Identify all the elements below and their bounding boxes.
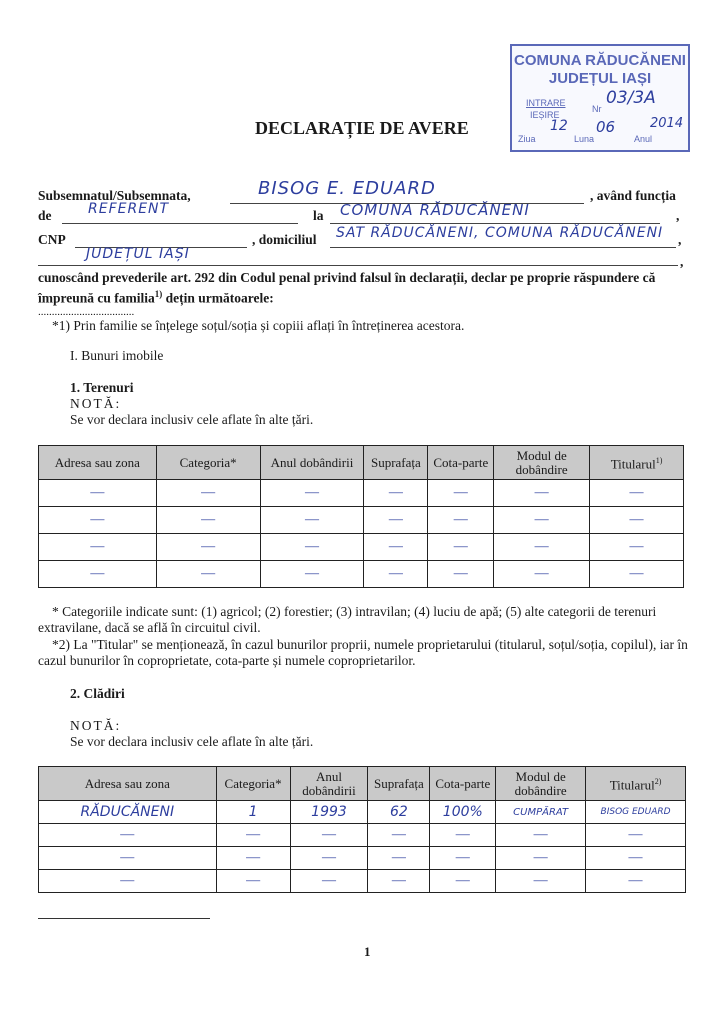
domiciliul-value: SAT RĂDUCĂNENI, COMUNA RĂDUCĂNENI bbox=[336, 225, 664, 241]
table-cell: 62 bbox=[368, 801, 430, 824]
table-cell: 100% bbox=[430, 801, 496, 824]
functia-line bbox=[62, 201, 298, 224]
functia-value: REFERENT bbox=[88, 201, 170, 217]
table-cell: — bbox=[586, 847, 686, 870]
avand-functia-label: , având funcția bbox=[590, 188, 676, 203]
cladiri-table bbox=[38, 766, 686, 893]
subsemnatul-label: Subsemnatul/Subsemnata, bbox=[38, 188, 191, 203]
section-terenuri: 1. Terenuri bbox=[70, 380, 134, 395]
table-cell: — bbox=[430, 870, 496, 893]
stamp-nr-value: 03/3A bbox=[606, 88, 656, 108]
domiciliul-line bbox=[330, 225, 676, 248]
table-cell: — bbox=[39, 480, 157, 507]
stamp-intrare: INTRARE bbox=[526, 98, 566, 108]
table-row bbox=[39, 847, 686, 870]
terenuri-header-row bbox=[39, 446, 684, 480]
domiciliul-label: , domiciliul bbox=[252, 232, 317, 247]
table-cell: — bbox=[39, 870, 217, 893]
table-cell: 1 bbox=[216, 801, 290, 824]
table-cell: — bbox=[39, 561, 157, 588]
header-adresa: Adresa sau zona bbox=[39, 446, 157, 480]
table-cell: BISOG EDUARD bbox=[586, 801, 686, 824]
table-cell: — bbox=[586, 870, 686, 893]
table-cell: — bbox=[156, 507, 260, 534]
table-row bbox=[39, 870, 686, 893]
table-cell: — bbox=[290, 824, 368, 847]
table-row bbox=[39, 561, 684, 588]
table-cell: — bbox=[496, 824, 586, 847]
table-cell: — bbox=[216, 870, 290, 893]
table-cell: — bbox=[428, 507, 494, 534]
table-row bbox=[39, 480, 684, 507]
table-cell: — bbox=[428, 534, 494, 561]
table-cell: — bbox=[364, 534, 428, 561]
cladiri-header-row bbox=[39, 767, 686, 801]
table-cell: — bbox=[428, 561, 494, 588]
table-cell: — bbox=[368, 870, 430, 893]
stamp-anul-value: 2014 bbox=[650, 116, 684, 131]
terenuri-table bbox=[38, 445, 684, 588]
table-cell: — bbox=[216, 824, 290, 847]
stamp-luna-label: Luna bbox=[574, 134, 595, 144]
stamp-commune: COMUNA RĂDUCĂNENI bbox=[514, 52, 686, 69]
table-cell: — bbox=[216, 847, 290, 870]
note-titular: *2) La "Titular" se menționează, în cazul bunurilor proprii, numele proprietarului (titularul, soțul/soția, copilul), iar în cazul bunurilor în coproprietate, cota-parte și numele coproprietarilor. bbox=[38, 637, 688, 668]
page-number: 1 bbox=[364, 944, 371, 959]
table-cell: CUMPĂRAT bbox=[496, 801, 586, 824]
header-anul: Anul dobândirii bbox=[290, 767, 368, 801]
header-categoria: Categoria* bbox=[156, 446, 260, 480]
table-cell: — bbox=[364, 507, 428, 534]
header-titular bbox=[586, 767, 686, 801]
table-cell: — bbox=[39, 847, 217, 870]
stamp-anul-label: Anul bbox=[634, 134, 653, 144]
footnote-rule bbox=[38, 918, 210, 919]
table-cell: — bbox=[496, 870, 586, 893]
judet-value: JUDEȚUL IAȘI bbox=[86, 246, 190, 262]
header-titular-text: Titularul bbox=[610, 456, 656, 472]
table-cell: — bbox=[430, 847, 496, 870]
institutia-value: COMUNA RĂDUCĂNENI bbox=[340, 201, 530, 219]
table-cell: — bbox=[364, 561, 428, 588]
header-suprafata: Suprafața bbox=[368, 767, 430, 801]
de-label: de bbox=[38, 208, 52, 223]
header-titular bbox=[590, 446, 684, 480]
la-label: la bbox=[313, 208, 324, 223]
stamp-ziua-value: 12 bbox=[550, 118, 568, 134]
table-cell: — bbox=[260, 480, 364, 507]
table-cell: RĂDUCĂNENI bbox=[39, 801, 217, 824]
table-cell: — bbox=[260, 534, 364, 561]
header-cota: Cota-parte bbox=[428, 446, 494, 480]
table-cell: — bbox=[39, 824, 217, 847]
page-title: DECLARAȚIE DE AVERE bbox=[255, 118, 469, 138]
registration-stamp bbox=[510, 44, 690, 152]
nota-terenuri-text: Se vor declara inclusiv cele aflate în alte țări. bbox=[70, 412, 314, 427]
name-value: BISOG E. EDUARD bbox=[258, 178, 436, 199]
table-row bbox=[39, 507, 684, 534]
footnote-family: *1) Prin familie se înțelege soțul/soția și copiii aflați în întreținerea acestora. bbox=[52, 318, 465, 333]
stamp-iesire: IEȘIRE bbox=[530, 110, 560, 120]
header-titular-sup: 2) bbox=[654, 776, 662, 786]
header-anul: Anul dobândirii bbox=[260, 446, 364, 480]
header-titular-sup: 1) bbox=[655, 455, 663, 465]
declaration-sup: 1) bbox=[154, 289, 163, 299]
table-cell: — bbox=[290, 870, 368, 893]
table-cell: — bbox=[156, 561, 260, 588]
table-cell: — bbox=[156, 480, 260, 507]
table-cell: 1993 bbox=[290, 801, 368, 824]
address-line-2 bbox=[38, 248, 678, 266]
stamp-county: JUDEȚUL IAȘI bbox=[548, 70, 652, 87]
table-row bbox=[39, 534, 684, 561]
stamp-ziua-label: Ziua bbox=[518, 134, 536, 144]
table-cell: — bbox=[39, 507, 157, 534]
table-cell: — bbox=[494, 507, 590, 534]
cnp-label: CNP bbox=[38, 232, 66, 247]
table-cell: — bbox=[494, 534, 590, 561]
comma-3: , bbox=[680, 254, 684, 269]
header-cota: Cota-parte bbox=[430, 767, 496, 801]
table-cell: — bbox=[590, 480, 684, 507]
declaration-end: dețin următoarele: bbox=[162, 290, 274, 306]
table-cell: — bbox=[364, 480, 428, 507]
table-cell: — bbox=[496, 847, 586, 870]
table-cell: — bbox=[368, 847, 430, 870]
header-categoria: Categoria* bbox=[216, 767, 290, 801]
table-cell: — bbox=[590, 534, 684, 561]
stamp-nr-label: Nr bbox=[592, 104, 602, 114]
nota-cladiri-text: Se vor declara inclusiv cele aflate în alte țări. bbox=[70, 734, 314, 749]
header-suprafata: Suprafața bbox=[364, 446, 428, 480]
declaration-text bbox=[38, 270, 688, 307]
table-cell: — bbox=[430, 824, 496, 847]
section-cladiri: 2. Clădiri bbox=[70, 686, 125, 701]
header-modul: Modul de dobândire bbox=[494, 446, 590, 480]
table-cell: — bbox=[586, 824, 686, 847]
nota-cladiri: NOTĂ: bbox=[70, 718, 122, 733]
note-categorii: * Categoriile indicate sunt: (1) agricol; (2) forestier; (3) intravilan; (4) luciu de apă; (5) alte categorii de terenuri extravilane, dacă se află în circuitul civil. bbox=[38, 604, 657, 635]
table-cell: — bbox=[494, 561, 590, 588]
header-titular-text: Titularul bbox=[609, 777, 655, 793]
table-cell: — bbox=[260, 561, 364, 588]
dotted-separator: ................................... bbox=[38, 306, 135, 318]
table-cell: — bbox=[590, 561, 684, 588]
section-bunuri-imobile: I. Bunuri imobile bbox=[70, 348, 164, 363]
table-row bbox=[39, 801, 686, 824]
comma-1: , bbox=[676, 208, 680, 223]
table-cell: — bbox=[428, 480, 494, 507]
table-cell: — bbox=[260, 507, 364, 534]
nota-terenuri: NOTĂ: bbox=[70, 396, 122, 411]
table-cell: — bbox=[494, 480, 590, 507]
table-cell: — bbox=[590, 507, 684, 534]
stamp-luna-value: 06 bbox=[596, 118, 616, 136]
header-adresa: Adresa sau zona bbox=[39, 767, 217, 801]
table-cell: — bbox=[156, 534, 260, 561]
declaration-main: cunoscând prevederile art. 292 din Codul penal privind falsul în declarații, declar pe proprie răspundere că împreună cu familia bbox=[38, 270, 656, 306]
table-cell: — bbox=[368, 824, 430, 847]
institutia-line bbox=[330, 201, 660, 224]
table-row bbox=[39, 824, 686, 847]
header-modul: Modul de dobândire bbox=[496, 767, 586, 801]
table-cell: — bbox=[39, 534, 157, 561]
table-cell: — bbox=[290, 847, 368, 870]
comma-2: , bbox=[678, 232, 682, 247]
